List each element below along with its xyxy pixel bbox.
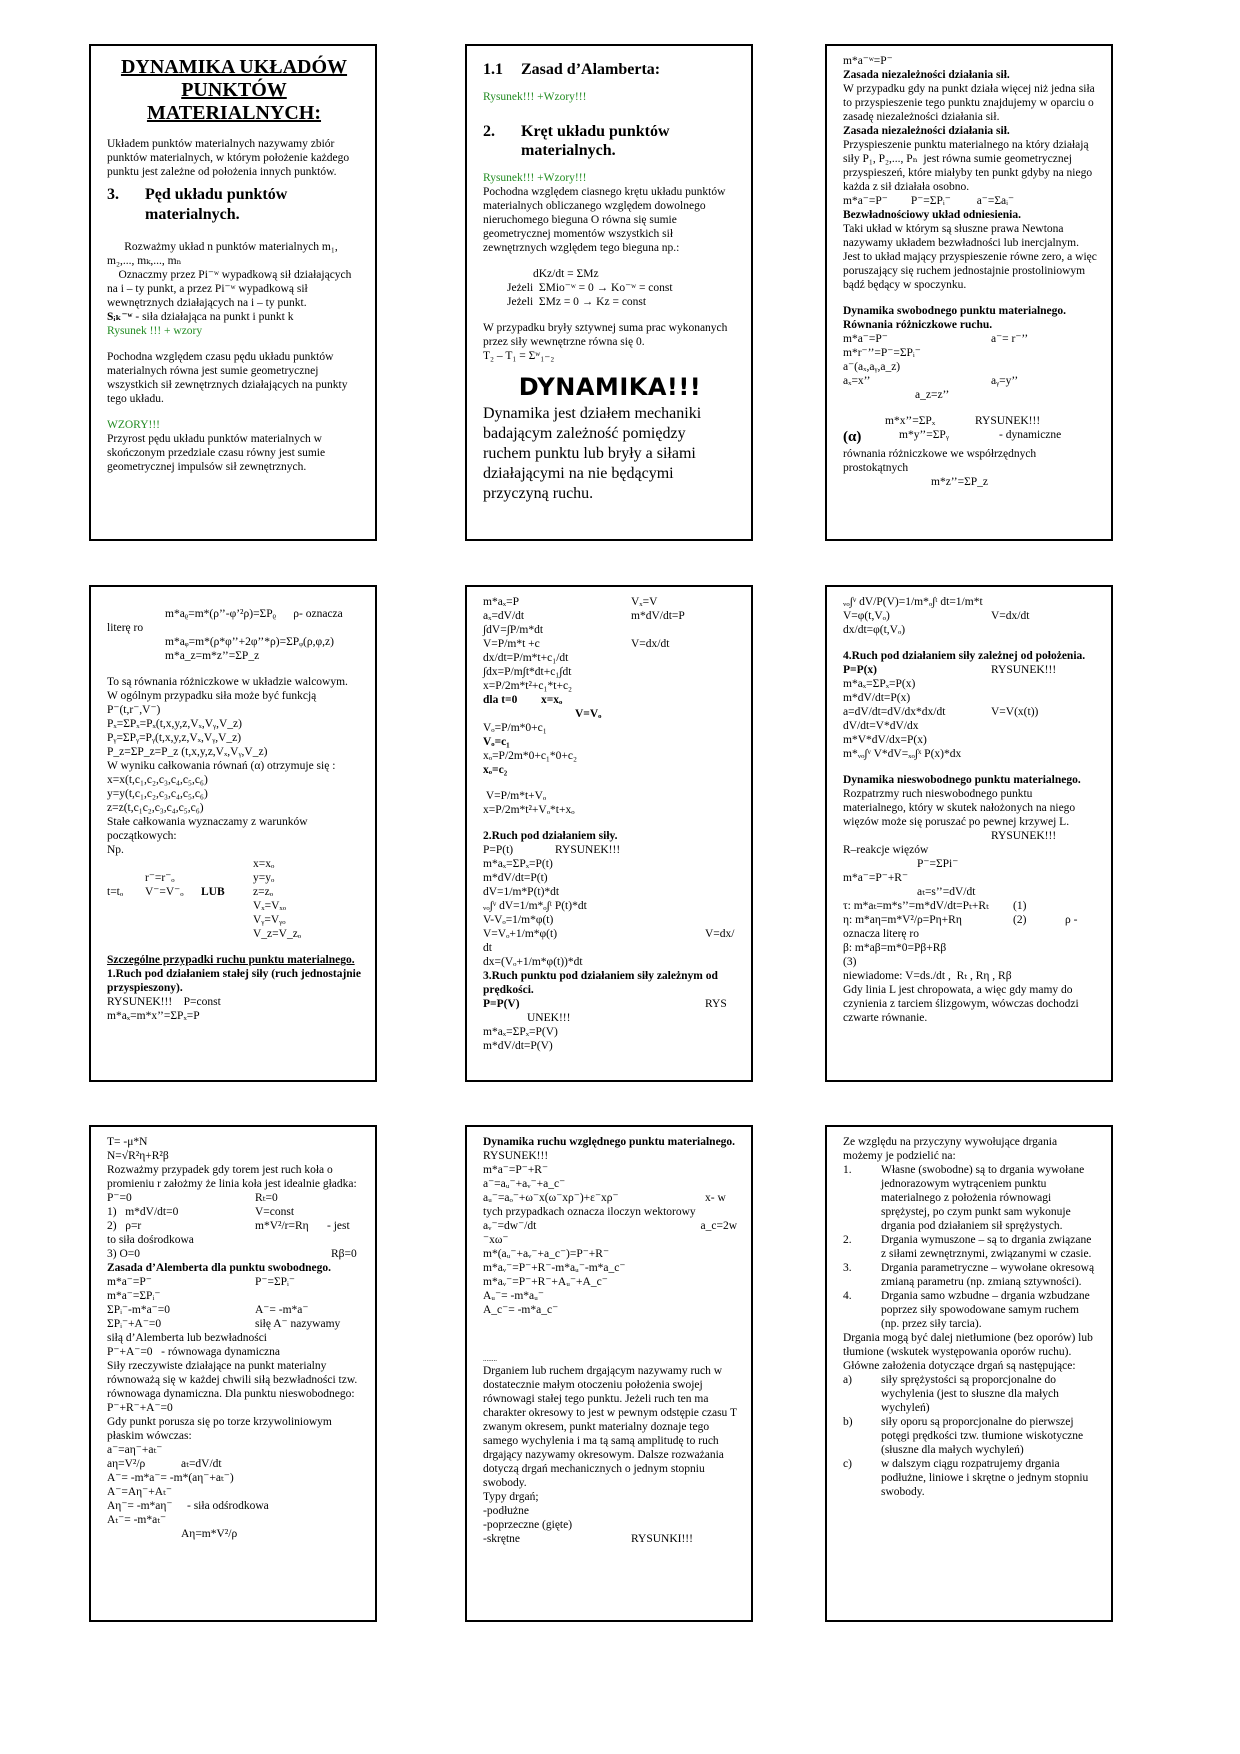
formula: dx=(Vₒ+1/m*φ(t))*dt xyxy=(483,956,583,969)
card-title: DYNAMIKA UKŁADÓW PUNKTÓW MATERIALNYCH: xyxy=(120,56,348,124)
subheading: Dynamika swobodnego punktu materialnego. Równania różniczkowe ruchu. xyxy=(843,305,1069,332)
paragraph: Pochodna względem czasu pędu układu punktów materialnych równa jest sumie geometrycznej wszystkich sił zewnętrznych działających na punkty tego układu. xyxy=(107,351,351,406)
formula-row: τ: m*aₜ=m*s’’=m*dV/dt=Pₜ+Rₜ (1) xyxy=(843,900,1027,913)
figure-placeholder: RYSUNEK!!! xyxy=(991,830,1057,843)
formula: Jeżeli ΣMz = 0 → Kz = const xyxy=(507,295,647,308)
formula: dKz/dt = ΣMz xyxy=(533,267,599,280)
formula: m*(aᵤ⁻+aᵥ⁻+a_c⁻)=P⁻+R⁻ xyxy=(483,1248,610,1261)
formula: a⁻=aη⁻+aₜ⁻ xyxy=(107,1444,163,1457)
paragraph: Rozpatrzmy ruch nieswobodnego punktu materialnego, który w skutek nałożonych na niego więzów może się poruszać po pewnej krzywej L. xyxy=(843,788,1079,829)
list-item xyxy=(843,1163,1097,1233)
formula: x=x(t,c₁,c₂,c₃,c₄,c₅,c₆) xyxy=(107,774,208,787)
formula: Jeżeli ΣMio⁻ʷ = 0 → Ko⁻ʷ = const xyxy=(507,281,673,294)
formula: V=Vₒ xyxy=(575,708,602,721)
formula-row: dla t=0 x=xₒ xyxy=(483,694,563,707)
subheading: Bezwładnościowy układ odniesienia. xyxy=(843,209,1021,222)
formula: Pₓ=ΣPₓ=Pₓ(t,x,y,z,Vₓ,Vᵧ,V_z) xyxy=(107,718,242,731)
subheading: Dynamika ruchu względnego punktu materialnego. xyxy=(483,1136,736,1148)
formula: Vₒ=P/m*0+c₁ xyxy=(483,722,547,735)
formula-row: aₓ=x’’ aᵧ=y’’ xyxy=(843,375,1019,388)
formula: to siła dośrodkowa xyxy=(107,1234,194,1247)
subheading: Zasada d’Alemberta dla punktu swobodnego. xyxy=(107,1262,331,1275)
formula: a⁻=aᵤ⁻+aᵥ⁻+a_c⁻ xyxy=(483,1178,566,1191)
list-marker: a) xyxy=(843,1374,852,1387)
list-marker: 1. xyxy=(843,1164,852,1177)
formula: m*dV/dt=P(x) xyxy=(843,692,911,705)
paragraph: Typy drgań; xyxy=(483,1490,539,1503)
paragraph: Siły rzeczywiste działające na punkt materialny równoważą się w każdej chwili siłą bezwładności tzw. równowaga dynamiczna. Dla punktu nieswobodnego: xyxy=(107,1360,361,1401)
paragraph: Główne założenia dotyczące drgań są następujące: xyxy=(843,1360,1076,1373)
list-marker: 4. xyxy=(843,1290,852,1303)
formula: z=z(t,c₁c₂,c₃,c₄,c₅,c₆) xyxy=(107,802,204,815)
formula: A⁻= -m*a⁻= -m*(aη⁻+aₜ⁻) xyxy=(107,1472,234,1485)
formula: m*a⁻=ΣPᵢ⁻ xyxy=(107,1290,161,1303)
formula: A⁻=Aη⁻+Aₜ⁻ xyxy=(107,1486,172,1499)
formula: dV=1/m*P(t)*dt xyxy=(483,886,560,899)
formula-row: m*x’’=ΣPₓ RYSUNEK!!! xyxy=(885,415,1041,428)
formula-row: t=tₒ V⁻=V⁻ₒ LUB z=zₒ xyxy=(107,886,274,899)
section-heading: 1.1 Zasad d’Alamberta: xyxy=(483,61,661,78)
formula: a⁻(aₓ,aᵧ,a_z) xyxy=(843,361,901,374)
card-ruch-nieswobodny xyxy=(825,585,1113,1082)
paragraph: Rozważmy przypadek gdy torem jest ruch koła o promieniu r założmy że linia koła jest idealnie gładka: xyxy=(107,1164,357,1191)
figure-placeholder: WZORY!!! xyxy=(107,419,161,432)
formula: dV/dt=V*dV/dx xyxy=(843,720,919,733)
paragraph: To są równania różniczkowe w układzie walcowym. xyxy=(107,676,348,689)
paragraph: W ogólnym przypadku siła może być funkcją xyxy=(107,690,317,703)
formula: m*dV/dt=P(t) xyxy=(483,872,548,885)
list-text: Drgania wymuszone – są to drgania związane z siłami zewnętrznymi, związanymi w czasie. xyxy=(881,1234,1092,1261)
paragraph: Gdy linia L jest chropowata, a więc gdy mamy do czynienia z tarciem ślizgowym, wówczas dochodzi czwarte równanie. xyxy=(843,984,1082,1025)
formula-row: P=P(t) RYSUNEK!!! xyxy=(483,844,621,857)
list-text: siły oporu są proporcjonalne do pierwszej potęgi prędkości tzw. tłumione wiskotyczne (słuszne dla małych wychyleń) xyxy=(881,1416,1084,1457)
formula: m*aᵨ=m*(ρ’’-φ’²ρ)=ΣPᵨ ρ- oznacza xyxy=(165,608,343,620)
formula: m*aₓ=m*x’’=ΣPₓ=P xyxy=(107,1010,200,1023)
formula: Aη=m*V²/ρ xyxy=(181,1528,238,1541)
formula: P⁻(t,r⁻,V⁻) xyxy=(107,704,161,717)
subheading: Zasada niezależności działania sił. xyxy=(843,69,1010,82)
subheading: 2.Ruch pod działaniem siły. xyxy=(483,830,618,843)
list-item xyxy=(843,1373,1097,1415)
formula: Aₜ⁻= -m*aₜ⁻ xyxy=(107,1514,167,1527)
figure-placeholder: Rysunek!!! +Wzory!!! xyxy=(483,171,587,184)
paragraph: tych przypadkach oznacza iloczyn wektorowy xyxy=(483,1206,696,1219)
formula: R–reakcje więzów xyxy=(843,844,929,857)
list-item: -skrętne RYSUNKI!!! xyxy=(483,1532,693,1545)
list-item xyxy=(843,1289,1097,1331)
figure-placeholder: Rysunek !!! + wzory xyxy=(107,325,203,338)
formula-row: m*a⁻=P⁻ P⁻=ΣPᵢ⁻ xyxy=(107,1276,295,1289)
formula-row: P=P(x) RYSUNEK!!! xyxy=(843,664,1057,677)
formula: P_z=ΣP_z=P_z (t,x,y,z,Vₓ,Vᵧ,V_z) xyxy=(107,746,268,759)
formula: x=P/2m*t²+Vₒ*t+xₒ xyxy=(483,804,575,817)
formula-row: 2) ρ=r m*V²/r=Rη - jest xyxy=(107,1220,350,1233)
formula: ᵥₒ∫ᵛ dV=1/m*ₒ∫ᵗ P(t)*dt xyxy=(483,900,587,913)
list-item xyxy=(843,1233,1097,1261)
formula: dx/dt=φ(t,Vₒ) xyxy=(843,624,906,637)
formula: a_z=z’’ xyxy=(915,389,950,402)
formula: m*aᵩ=m*(ρ*φ’’+2φ’’*ρ)=ΣPᵩ(ρ,φ,z) xyxy=(165,636,334,649)
formula: UNEK!!! xyxy=(527,1012,571,1025)
formula: m*a⁻=P⁻+R⁻ xyxy=(843,872,909,885)
formula: Aᵤ⁻= -m*aᵤ⁻ xyxy=(483,1290,544,1303)
list-marker: 2. xyxy=(843,1234,852,1247)
formula-row: a=dV/dt=dV/dx*dx/dt V=V(x(t)) xyxy=(843,706,1039,719)
formula: ⁻xω⁻ xyxy=(483,1234,509,1247)
list-marker: c) xyxy=(843,1458,852,1471)
paragraph: Pochodna względem ciasnego krętu układu punktów materialnych obliczanego względem dowolnego nieruchomego bieguna O równa się sumie geometrycznej momentów wszystkich sił zewnętrznych względem tego bieguna np.: xyxy=(483,185,729,254)
list-item xyxy=(843,1261,1097,1289)
formula: m*ᵥₒ∫ᵛ V*dV=ₓₒ∫ˣ P(x)*dx xyxy=(843,748,962,761)
formula: xₒ=c₂ xyxy=(483,764,508,777)
formula-row: η: m*aη=m*V²/ρ=Pη+Rη (2) ρ - xyxy=(843,914,1078,927)
formula-row: P⁻=0 Rₜ=0 xyxy=(107,1192,278,1205)
formula-row: ΣPᵢ⁻-m*a⁻=0 A⁻= -m*a⁻ xyxy=(107,1304,309,1317)
formula: m*dV/dt=P(V) xyxy=(483,1040,553,1053)
formula: P⁻=ΣPi⁻ xyxy=(917,858,959,871)
formula: x=xₒ xyxy=(253,858,275,871)
paragraph: Ze względu na przyczyny wywołujące drgania możemy je podzielić na: xyxy=(843,1136,1060,1163)
paragraph: W przypadku gdy na punkt działa więcej niż jedna siła to przyspieszenie tego punktu znajdujemy w oparciu o zasadę niezależności działania sił. xyxy=(843,83,1098,124)
list-item: -poprzeczne (gięte) xyxy=(483,1518,573,1531)
formula: Pᵧ=ΣPᵧ=Pᵧ(t,x,y,z,Vₓ,Vᵧ,V_z) xyxy=(107,732,242,745)
formula: T₂ – T₁ = Σʷ₁₋₂ xyxy=(483,349,555,362)
formula-row: V=P/m*t +c V=dx/dt xyxy=(483,638,670,651)
paragraph: Drgania mogą być dalej nietłumione (bez oporów) lub tłumione (wskutek występowania oporów ruchu). xyxy=(843,1332,1096,1359)
formula: x=P/2m*t²+c₁*t+c₂ xyxy=(483,680,573,693)
card-dalembert-swobodny xyxy=(89,1125,377,1622)
card-drgania xyxy=(825,1125,1113,1622)
formula: niewiadome: V=ds./dt , Rₜ , Rη , Rβ xyxy=(843,970,1012,983)
paragraph: Stałe całkowania wyznaczamy z warunków początkowych: xyxy=(107,816,311,843)
paragraph: równania różniczkowe we współrzędnych prostokątnych xyxy=(843,447,1040,474)
formula: Vₓ=Vₓₒ xyxy=(253,900,287,913)
formula: T= -μ*N xyxy=(107,1136,148,1148)
formula-row: aᵥ⁻=dw⁻/dt a_c=2w xyxy=(483,1220,737,1233)
paragraph: Oznaczmy przez Pi⁻ʷ wypadkową sił działających na i – ty punkt, a przez Pi⁻ʷ wypadkową sił wewnętrznych działających na i – ty punkt. xyxy=(107,269,355,310)
paragraph: Rozważmy układ n punktów materialnych m₁, m₂,..., mₖ,..., mₙ xyxy=(107,241,341,268)
list-text: Drgania samo wzbudne – drgania wzbudzane poprzez siły spowodowane samym ruchem (np. przez siły tarcia). xyxy=(881,1290,1090,1331)
paragraph: Układem punktów materialnych nazywamy zbiór punktów materialnych, w którym położenie każdego punktu jest zależne od położenia innych punktów. xyxy=(107,138,352,179)
formula: m*a_z=m*z’’=ΣP_z xyxy=(165,650,260,663)
formula: ∫dV=∫P/m*dt xyxy=(483,624,544,637)
card-dalambert-kret xyxy=(465,44,753,541)
formula-row: V=φ(t,Vₒ) V=dx/dt xyxy=(843,610,1030,623)
paragraph: Sᵢₖ⁻ʷ - siła działająca na punkt i punkt k xyxy=(107,311,294,324)
list-marker: 3. xyxy=(843,1262,852,1275)
formula-row: P=P(V) RYS xyxy=(483,998,727,1011)
paragraph: W wyniku całkowania równań (α) otrzymuje się : xyxy=(107,760,336,773)
list-text: w dalszym ciągu rozpatrujemy drgania podłużne, liniowe i skrętne o jednym stopniu swobody. xyxy=(881,1458,1089,1499)
big-heading: DYNAMIKA!!! xyxy=(518,372,702,401)
formula: xₒ=P/2m*0+c₁*0+c₂ xyxy=(483,750,578,763)
formula-row: (α) m*y’’=ΣPᵧ - dynamiczne xyxy=(843,429,1062,446)
list-marker: b) xyxy=(843,1416,853,1429)
list-text: Własne (swobodne) są to drgania wywołane jednorazowym wytrąceniem punktu materialnego z położenia równowagi sprężystej, po czym punkt sam wykonuje drgania pod działaniem sił sprężystych. xyxy=(881,1164,1085,1233)
paragraph: Przyspieszenie punktu materialnego na który działają siły P₁, P₂,..., Pₙ jest równa sumie geometrycznej przyspieszeń, które miałyby ten punkt gdyby na niego każda z sił działała osobno. xyxy=(843,139,1095,194)
list-text: Drgania parametryczne – wywołane okresową zmianą parametru (np. zmianą sztywności). xyxy=(881,1262,1095,1289)
card-ruch-pod-sila xyxy=(465,585,753,1082)
formula: V=P/m*t+Vₒ xyxy=(483,790,547,803)
vibration-types-list xyxy=(843,1163,1097,1331)
formula: m*aₓ=ΣPₓ=P(V) xyxy=(483,1026,558,1039)
formula-row: 1) m*dV/dt=0 V=const xyxy=(107,1206,295,1219)
paragraph: Taki układ w którym są słuszne prawa Newtona nazywamy układem bezwładności lub inercjalnym. Jest to układ mający przyspieszenie równe zero, a więc poruszający się ruchem jednostajnie prostoliniowym bądź będący w spoczynku. xyxy=(843,223,1100,292)
formula: m*z’’=ΣP_z xyxy=(931,475,989,488)
formula: m*aᵥ⁻=P⁻+R⁻-m*aᵤ⁻-m*a_c⁻ xyxy=(483,1262,626,1275)
definition: Dynamika jest działem mechaniki badającym zależność pomiędzy ruchem punktu lub bryły a siłami działającymi na nie będącymi przyczyną ruchu. xyxy=(483,405,706,503)
formula-row: m*a⁻=P⁻ a⁻= r⁻’’ xyxy=(843,333,1029,346)
formula-row: r⁻=r⁻ₒ y=yₒ xyxy=(145,872,275,885)
formula: m*a⁻ʷ=P⁻ xyxy=(843,55,893,67)
formula-row: 3) O=0 Rβ=0 xyxy=(107,1248,357,1261)
paragraph: RYSUNEK!!! P=const xyxy=(107,996,221,1009)
formula: m*a⁻=P⁻ P⁻=ΣPᵢ⁻ a⁻=Σaᵢ⁻ xyxy=(843,195,1015,208)
formula: y=y(t,c₁,c₂,c₃,c₄,c₅,c₆) xyxy=(107,788,208,801)
formula-row: aᵤ⁻=aₒ⁻+ω⁻x(ω⁻xρ⁻)+ε⁻xρ⁻ x- w xyxy=(483,1192,726,1205)
formula: m*V*dV/dx=P(x) xyxy=(843,734,927,747)
formula-row: aₓ=dV/dt m*dV/dt=P xyxy=(483,610,685,623)
list-text: siły sprężystości są proporcjonalne do wychylenia (jest to słuszne dla małych wychyleń) xyxy=(881,1374,1059,1415)
formula-row: V=Vₒ+1/m*φ(t) V=dx/ xyxy=(483,928,735,941)
paragraph: Drganiem lub ruchem drgającym nazywamy ruch w dostatecznie małym otoczeniu położenia swojej równowagi stałej tego punktu. Jeżeli ruch ten ma charakter okresowy to jest w pewnym odstępie czasu T zwanym okresem, punkt materialny doznaje tego samego wychylenia i ma tą samą amplitudę to ruch drgający nazywamy okresowym. Dalsze rozważania dotyczą drgań mechanicznych o jednym stopniu swobody. xyxy=(483,1364,740,1489)
paragraph: Np. xyxy=(107,844,124,857)
formula-row: m*aₓ=P Vₓ=V xyxy=(483,596,658,608)
paragraph: W przypadku bryły sztywnej suma prac wykonanych przez siły wewnętrzne równa się 0. xyxy=(483,321,731,348)
card-zasady-dynamiki xyxy=(825,44,1113,541)
paragraph: siłą d’Alemberta lub bezwładności xyxy=(107,1332,267,1345)
subheading: Szczególne przypadki ruchu punktu materialnego. xyxy=(107,954,355,967)
formula: m*aₓ=ΣPₓ=P(t) xyxy=(483,858,553,871)
formula: P⁻+A⁻=0 - równowaga dynamiczna xyxy=(107,1346,280,1359)
formula: (3) xyxy=(843,956,857,969)
formula: Vᵧ=Vᵧₒ xyxy=(253,914,286,927)
card-dynamika-ukladow xyxy=(89,44,377,541)
formula: m*aᵥ⁻=P⁻+R⁻+Aᵤ⁻+A_c⁻ xyxy=(483,1276,608,1289)
assumptions-list xyxy=(843,1373,1097,1499)
figure-placeholder: Rysunek!!! +Wzory!!! xyxy=(483,90,587,103)
formula: V-Vₒ=1/m*φ(t) xyxy=(483,914,554,927)
formula: N=√R²η+R²β xyxy=(107,1150,169,1163)
separator-dots: ........ xyxy=(483,1355,497,1364)
formula: m*aₓ=ΣPₓ=P(x) xyxy=(843,678,916,691)
formula: m*a⁻=P⁻+R⁻ xyxy=(483,1164,549,1177)
formula-row: Aη⁻= -m*aη⁻ - siła odśrodkowa xyxy=(107,1500,269,1513)
formula-row: ΣPᵢ⁻+A⁻=0 siłę A⁻ nazywamy xyxy=(107,1318,341,1331)
formula: Vₒ=c₁ xyxy=(483,736,510,749)
formula: ∫dx=P/m∫t*dt+c₁∫dt xyxy=(483,666,572,679)
card-ruch-wzgledny xyxy=(465,1125,753,1622)
formula: ᵥₒ∫ᵛ dV/P(V)=1/m*ₒ∫ᵗ dt=1/m*t xyxy=(843,596,983,608)
formula: m*r⁻’’=P⁻=ΣPᵢ⁻ xyxy=(843,347,921,360)
subheading: 1.Ruch pod działaniem stałej siły (ruch jednostajnie przyspieszony). xyxy=(107,968,364,995)
section-heading: 3. Pęd układu punktów materialnych. xyxy=(107,186,288,223)
formula: literę ro xyxy=(107,622,144,635)
list-item: -podłużne xyxy=(483,1504,529,1517)
formula: A_c⁻= -m*a_c⁻ xyxy=(483,1304,559,1317)
formula: dt xyxy=(483,942,492,955)
formula: aₜ=s’’=dV/dt xyxy=(917,886,976,899)
figure-placeholder: RYSUNEK!!! xyxy=(483,1150,549,1163)
paragraph: Gdy punkt porusza się po torze krzywoliniowym płaskim wówczas: xyxy=(107,1416,335,1443)
subheading: 3.Ruch punktu pod działaniem siły zależnym od prędkości. xyxy=(483,970,721,997)
formula-row: aη=V²/ρ aₜ=dV/dt xyxy=(107,1458,222,1471)
list-item xyxy=(843,1457,1097,1499)
subheading: 4.Ruch pod działaniem siły zależnej od położenia. xyxy=(843,650,1086,663)
card-rownania-walcowe xyxy=(89,585,377,1082)
formula: P⁻+R⁻+A⁻=0 xyxy=(107,1402,173,1415)
formula: β: m*aβ=m*0=Pβ+Rβ xyxy=(843,942,947,955)
section-heading: 2. Kręt układu punktów materialnych. xyxy=(483,122,670,160)
subheading: Zasada niezależności działania sił. xyxy=(843,125,1010,138)
alpha-label: (α) xyxy=(843,429,862,446)
paragraph: Przyrost pędu układu punktów materialnych w skończonym przedziale czasu równy jest sumie geometrycznej impulsów sił zewnętrznych. xyxy=(107,433,328,474)
formula: oznacza literę ro xyxy=(843,928,919,941)
formula: dx/dt=P/m*t+c₁/dt xyxy=(483,652,569,665)
list-item xyxy=(843,1415,1097,1457)
subheading: Dynamika nieswobodnego punktu materialnego. xyxy=(843,774,1081,787)
formula: V_z=V_zₒ xyxy=(253,928,302,941)
